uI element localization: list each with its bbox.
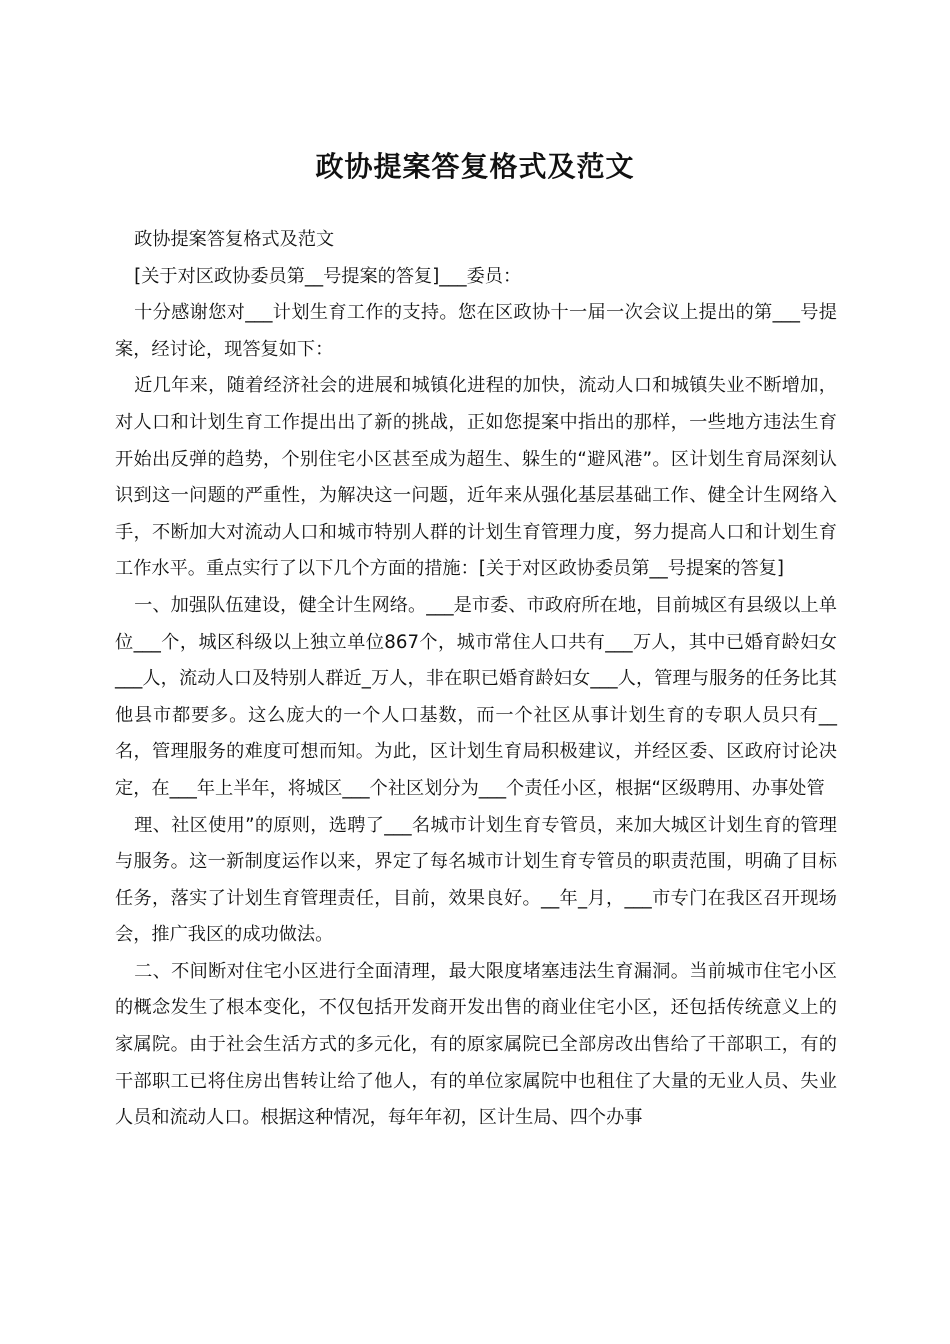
paragraph-measure-one-continued: 理、社区使用”的原则，选聘了___名城市计划生育专管员，来加大城区计划生育的管理与服务。这一新制度运作以来，界定了每名城市计划生育专管员的职责范围，明确了目标任务，落实了计划生育管理责任，目前，效果良好。__年_月，___市专门在我区召开现场会，推广我区的成功做法。 xyxy=(115,814,837,946)
paragraph-background: 近几年来，随着经济社会的进展和城镇化进程的加快，流动人口和城镇失业不断增加，对人口和计划生育工作提出出了新的挑战，正如您提案中指出的那样，一些地方违法生育开始出反弹的趋势，个别住宅小区甚至成为超生、躲生的“避风港”。区计划生育局深刻认识到这一问题的严重性，为解决这一问题，近年来从强化基层基础工作、健全计生网络入手，不断加大对流动人口和城市特别人群的计划生育管理力度，努力提高人口和计划生育工作水平。重点实行了以下几个方面的措施：[关于对区政协委员第__号提案的答复] xyxy=(115,375,837,580)
document-title: 政协提案答复格式及范文 xyxy=(315,149,635,183)
paragraph-intro: 十分感谢您对___计划生育工作的支持。您在区政协十一届一次会议上提出的第___号提案，经讨论，现答复如下： xyxy=(115,302,837,360)
paragraph-heading-repeat: 政协提案答复格式及范文 xyxy=(134,229,335,250)
paragraph-salutation: [关于对区政协委员第__号提案的答复]___委员： xyxy=(134,265,522,287)
paragraph-measure-two: 二、不间断对住宅小区进行全面清理，最大限度堵塞违法生育漏洞。当前城市住宅小区的概念发生了根本变化，不仅包括开发商开发出售的商业住宅小区，还包括传统意义上的家属院。由于社会生活方式的多元化，有的原家属院已全部房改出售给了干部职工，有的干部职工已将住房出售转让给了他人，有的单位家属院中也租住了大量的无业人员、失业人员和流动人口。根据这种情况，每年年初，区计生局、四个办事 xyxy=(115,960,837,1129)
document-body xyxy=(115,222,837,1137)
paragraph-measure-one: 一、加强队伍建设，健全计生网络。___是市委、市政府所在地，目前城区有县级以上单位___个，城区科级以上独立单位867个，城市常住人口共有___万人，其中已婚育龄妇女___人，流动人口及特别人群近_万人，非在职已婚育龄妇女___人，管理与服务的任务比其他县市都要多。这么庞大的一个人口基数，而一个社区从事计划生育的专职人员只有__名，管理服务的难度可想而知。为此，区计划生育局积极建议，并经区委、区政府讨论决定，在___年上半年，将城区___个社区划分为___个责任小区，根据“区级聘用、办事处管 xyxy=(115,594,837,799)
